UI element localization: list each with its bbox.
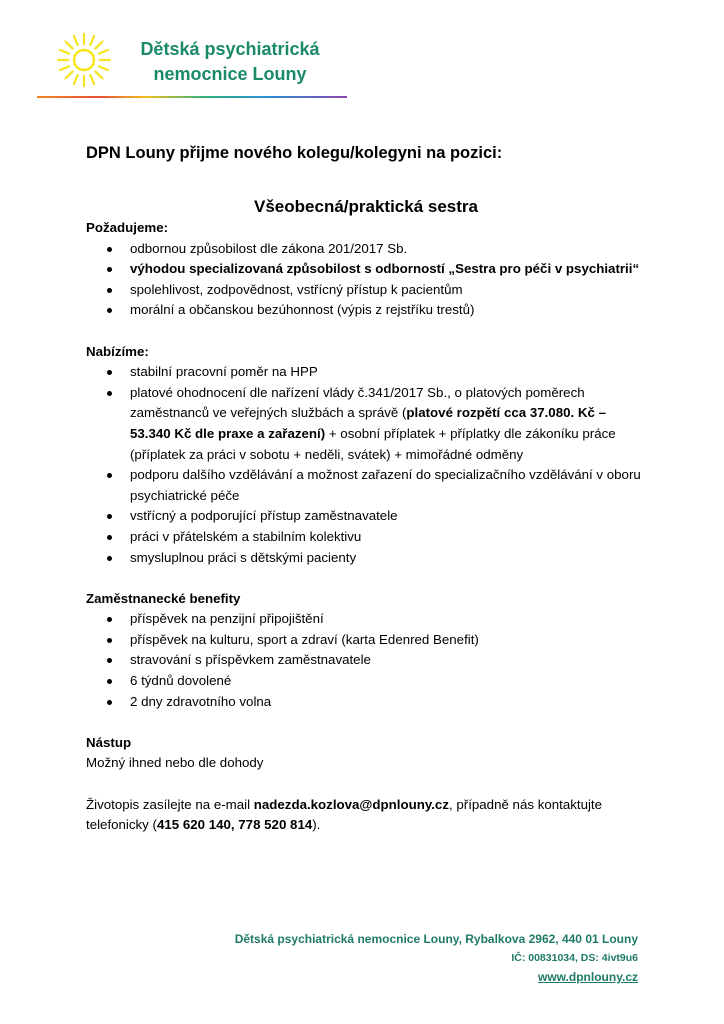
job-title: Všeobecná/praktická sestra xyxy=(254,197,478,216)
hospital-logo-text xyxy=(120,37,340,87)
page-footer xyxy=(235,930,638,987)
footer-website-link[interactable]: www.dpnlouny.cz xyxy=(538,970,638,984)
requirement-text: morální a občanskou bezúhonnost (výpis z rejstříku trestů) xyxy=(130,302,475,318)
start-heading: Nástup xyxy=(86,734,132,750)
offer-text: stabilní pracovní poměr na HPP xyxy=(130,364,318,380)
footer-address: Dětská psychiatrická nemocnice Louny, Rybalkova 2962, 440 01 Louny xyxy=(234,932,638,946)
requirement-text: výhodou specializovaná způsobilost s odborností „Sestra pro péči v psychiatrii“ xyxy=(130,261,640,277)
offer-text: podporu dalšího vzdělávání a možnost zařazení do specializačního vzdělávání v oboru psychiatrické péče xyxy=(130,467,641,503)
requirement-text: odbornou způsobilost dle zákona 201/2017 Sb. xyxy=(130,240,408,256)
bullet-icon xyxy=(107,267,112,272)
list-item xyxy=(86,300,646,321)
list-item xyxy=(86,527,646,548)
list-item xyxy=(86,259,646,280)
benefit-text: příspěvek na kulturu, sport a zdraví (karta Edenred Benefit) xyxy=(130,631,479,647)
logo-line-1: Dětská psychiatrická xyxy=(140,39,320,59)
sun-logo-icon xyxy=(54,30,114,90)
list-item xyxy=(86,692,646,713)
logo-line-2: nemocnice Louny xyxy=(153,64,307,84)
footer-ids: IČ: 00831034, DS: 4ivt9u6 xyxy=(511,952,638,964)
list-item xyxy=(86,548,646,569)
offer-list xyxy=(86,362,646,568)
benefit-text: 6 týdnů dovolené xyxy=(130,673,232,689)
bullet-icon xyxy=(107,617,112,622)
list-item xyxy=(86,280,646,301)
requirements-heading: Požadujeme: xyxy=(86,220,169,235)
contact-phones: 415 620 140, 778 520 814 xyxy=(156,817,313,833)
requirement-text: spolehlivost, zodpovědnost, vstřícný přístup k pacientům xyxy=(130,281,463,297)
offer-heading: Nabízíme: xyxy=(86,343,149,359)
offer-text: vstřícný a podporující přístup zaměstnavatele xyxy=(130,508,398,524)
offer-text: platové ohodnocení dle nařízení vlády č.341/2017 Sb., o platových poměrech zaměstnanců ve veřejných službách a správě ( xyxy=(130,384,585,421)
bullet-icon xyxy=(107,658,112,663)
list-item xyxy=(86,383,646,465)
bullet-icon xyxy=(107,247,112,252)
list-item xyxy=(86,362,646,383)
list-item xyxy=(86,630,646,651)
offer-text: smysluplnou práci s dětskými pacienty xyxy=(130,549,357,565)
benefits-list xyxy=(86,609,646,712)
benefits-heading: Zaměstnanecké benefity xyxy=(86,590,241,606)
bullet-icon xyxy=(107,556,112,561)
list-item xyxy=(86,671,646,692)
bullet-icon xyxy=(107,679,112,684)
offer-text: práci v přátelském a stabilním kolektivu xyxy=(130,528,362,544)
benefit-text: 2 dny zdravotního volna xyxy=(130,693,272,709)
bullet-icon xyxy=(107,288,112,293)
requirements-list xyxy=(86,239,646,321)
salary-range: platové rozpětí cca 37.080. Kč – 53.340 Kč dle praxe a zařazení) xyxy=(130,405,606,441)
list-item xyxy=(86,650,646,671)
bullet-icon xyxy=(107,700,112,705)
bullet-icon xyxy=(107,391,112,396)
list-item xyxy=(86,239,646,260)
contact-paragraph xyxy=(86,795,646,836)
bullet-icon xyxy=(107,308,112,313)
contact-email-link[interactable]: nadezda.kozlova@dpnlouny.cz xyxy=(253,796,449,812)
bullet-icon xyxy=(107,638,112,643)
benefit-text: stravování s příspěvkem zaměstnavatele xyxy=(130,652,371,668)
list-item xyxy=(86,465,646,506)
start-text: Možný ihned nebo dle dohody xyxy=(86,755,264,771)
list-item xyxy=(86,609,646,630)
header-divider xyxy=(37,96,347,98)
offer-text: + osobní příplatek + příplatky dle zákoníku práce (příplatek za práci v sobotu + neděli, svátek) + mimořádné odměny xyxy=(130,425,616,462)
lead-heading: DPN Louny přijme nového kolegu/kolegyni na pozici: xyxy=(86,144,503,162)
job-posting-body xyxy=(86,142,646,836)
benefit-text: příspěvek na penzijní připojištění xyxy=(130,611,324,627)
list-item xyxy=(86,506,646,527)
bullet-icon xyxy=(107,535,112,540)
bullet-icon xyxy=(107,370,112,375)
bullet-icon xyxy=(107,473,112,478)
contact-text: , případně nás kontaktujte telefonicky ( xyxy=(86,796,603,833)
contact-text: ). xyxy=(312,817,321,833)
contact-text: Životopis zasílejte na e-mail xyxy=(86,796,254,812)
bullet-icon xyxy=(107,514,112,519)
